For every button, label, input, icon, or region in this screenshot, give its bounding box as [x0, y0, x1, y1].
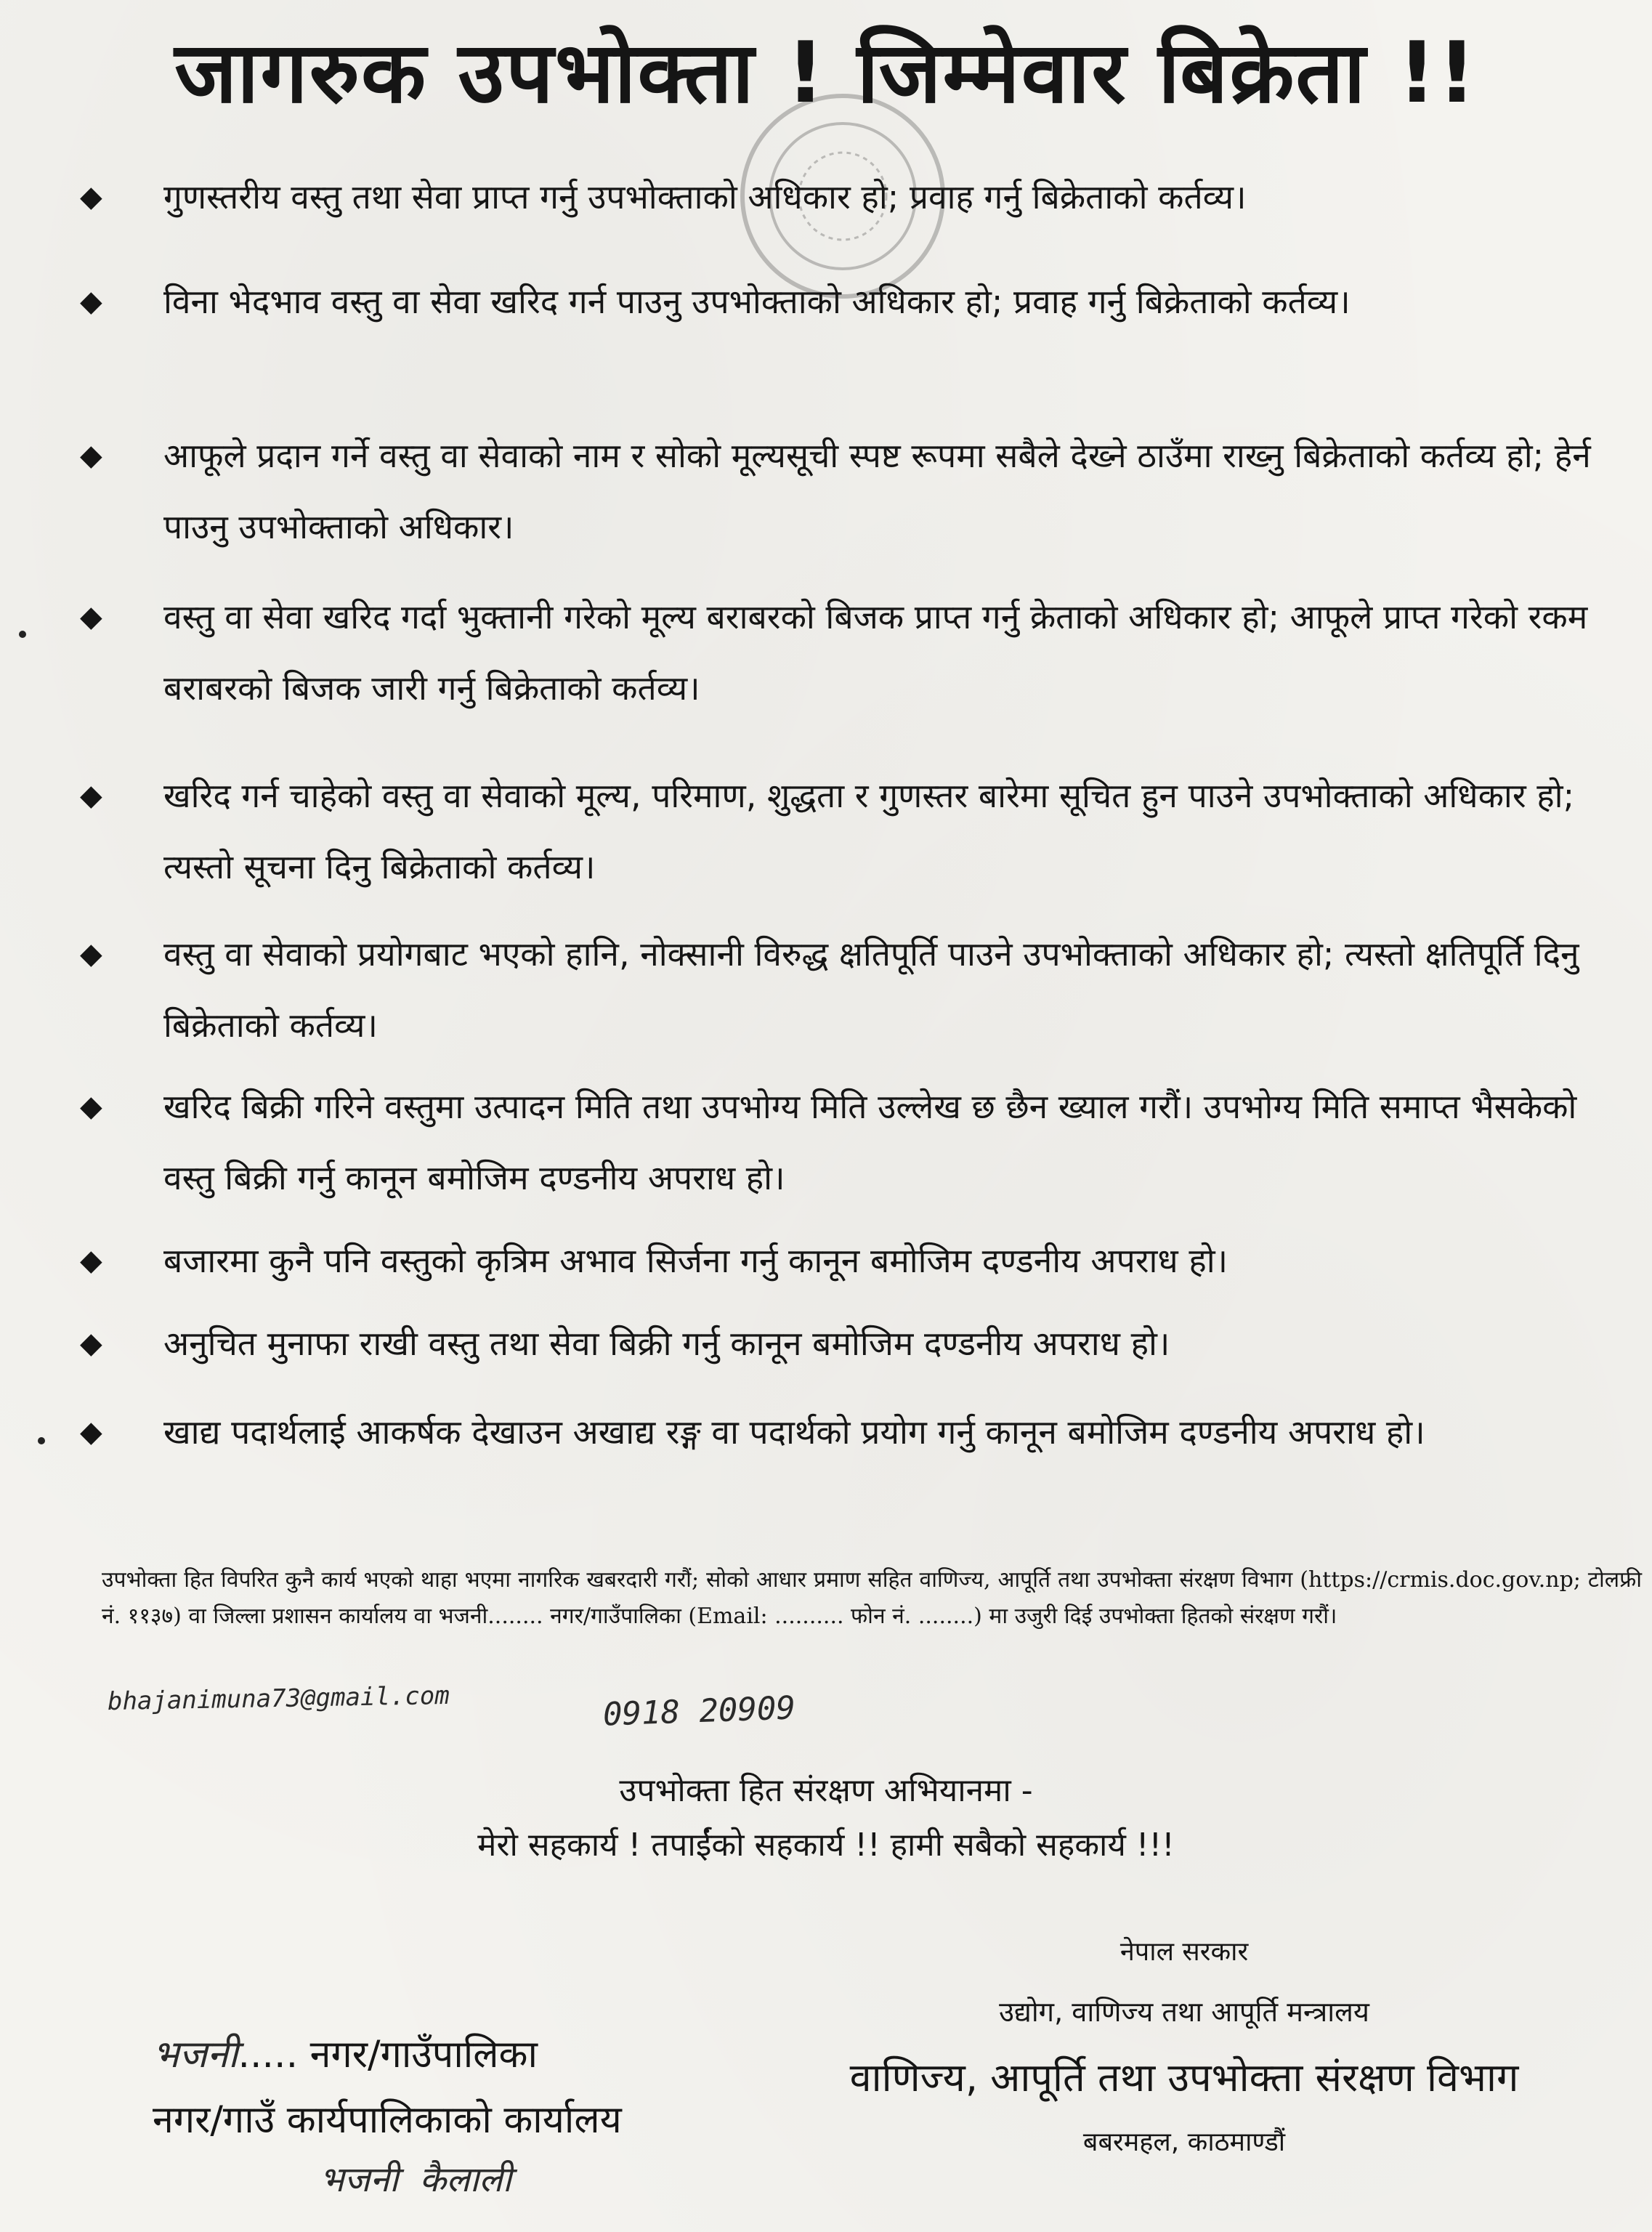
bullet-item-5	[80, 760, 1620, 902]
bullet-text: आफूले प्रदान गर्ने वस्तु वा सेवाको नाम र सोको मूल्यसूची स्पष्ट रूपमा सबैले देख्ने ठाउँमा राख्नु बिक्रेताको कर्तव्य हो; हेर्न पाउनु उपभोक्ताको अधिकार।	[163, 436, 1591, 546]
bullet-item-3	[80, 420, 1620, 562]
diamond-bullet-icon: ◆	[80, 439, 102, 472]
diamond-bullet-icon: ◆	[80, 1327, 102, 1360]
bullet-item-4	[80, 581, 1620, 724]
complaint-notice-paragraph: उपभोक्ता हित विपरित कुनै कार्य भएको थाहा भएमा नागरिक खबरदारी गरौं; सोको आधार प्रमाण सहित वाणिज्य, आपूर्ति तथा उपभोक्ता संरक्षण विभाग (https://crmis.doc.gov.np; टोलफ्री नं. ११३७) वा जिल्ला प्रशासन कार्यालय वा भजनी........ नगर/गाउँपालिका (Email: .......... फोन नं. ........) मा उजुरी दिई उपभोक्ता हितको संरक्षण गरौं।	[102, 1567, 1642, 1629]
diamond-bullet-icon: ◆	[80, 285, 102, 318]
speck-mark	[19, 631, 26, 638]
bullet-text: वस्तु वा सेवाको प्रयोगबाट भएको हानि, नोक्सानी विरुद्ध क्षतिपूर्ति पाउने उपभोक्ताको अधिकार हो; त्यस्तो क्षतिपूर्ति दिनु बिक्रेताको कर्तव्य।	[163, 934, 1579, 1045]
ministry-name: उद्योग, वाणिज्य तथा आपूर्ति मन्त्रालय	[999, 1996, 1369, 2028]
department-name: वाणिज्य, आपूर्ति तथा उपभोक्ता संरक्षण विभाग	[849, 2055, 1519, 2100]
diamond-bullet-icon: ◆	[80, 1415, 102, 1449]
diamond-bullet-icon: ◆	[80, 937, 102, 971]
bullet-item-2	[80, 266, 1620, 337]
bullet-item-8	[80, 1225, 1620, 1296]
bullet-item-7	[80, 1071, 1620, 1213]
municipality-office-label: नगर/गाउँ कार्यपालिकाको कार्यालय	[153, 2098, 622, 2142]
bullet-text: अनुचित मुनाफा राखी वस्तु तथा सेवा बिक्री गर्नु कानून बमोजिम दण्डनीय अपराध हो।	[163, 1324, 1170, 1363]
campaign-slogan-heading: उपभोक्ता हित संरक्षण अभियानमा -	[619, 1772, 1033, 1809]
bullet-text: वस्तु वा सेवा खरिद गर्दा भुक्तानी गरेको मूल्य बराबरको बिजक प्राप्त गर्नु क्रेताको अधिकार हो; आफूले प्राप्त गरेको रकम बराबरको बिजक जारी गर्नु बिक्रेताको कर्तव्य।	[163, 597, 1588, 708]
bullet-item-10	[80, 1396, 1620, 1468]
government-name: नेपाल सरकार	[1119, 1937, 1249, 1967]
bullet-text: बजारमा कुनै पनि वस्तुको कृत्रिम अभाव सिर्जना गर्नु कानून बमोजिम दण्डनीय अपराध हो।	[163, 1241, 1228, 1280]
diamond-bullet-icon: ◆	[80, 600, 102, 634]
municipality-name-line	[153, 2027, 538, 2079]
handwritten-office-name: भजनी कैलाली	[320, 2159, 512, 2200]
diamond-bullet-icon: ◆	[80, 1090, 102, 1123]
handwritten-phone: 0918 20909	[602, 1689, 796, 1734]
campaign-slogan-text: मेरो सहकार्य ! तपाईंको सहकार्य !! हामी सबैको सहकार्य !!!	[477, 1827, 1175, 1864]
bullet-text: विना भेदभाव वस्तु वा सेवा खरिद गर्न पाउनु उपभोक्ताको अधिकार हो; प्रवाह गर्नु बिक्रेताको कर्तव्य।	[163, 282, 1351, 321]
page-title: जागरुक उपभोक्ता ! जिम्मेवार बिक्रेता !!	[174, 24, 1478, 122]
speck-mark	[38, 1437, 45, 1444]
diamond-bullet-icon: ◆	[80, 1244, 102, 1277]
municipality-label: ..... नगर/गाउँपालिका	[238, 2033, 538, 2077]
bullet-item-9	[80, 1308, 1620, 1379]
bullet-text: गुणस्तरीय वस्तु तथा सेवा प्राप्त गर्नु उपभोक्ताको अधिकार हो; प्रवाह गर्नु बिक्रेताको कर्तव्य।	[163, 177, 1247, 217]
bullet-text: खरिद बिक्री गरिने वस्तुमा उत्पादन मिति तथा उपभोग्य मिति उल्लेख छ छैन ख्याल गरौं। उपभोग्य मिति समाप्त भैसकेको वस्तु बिक्री गर्नु कानून बमोजिम दण्डनीय अपराध हो।	[163, 1087, 1577, 1197]
diamond-bullet-icon: ◆	[80, 180, 102, 214]
bullet-item-6	[80, 918, 1620, 1061]
handwritten-email: bhajanimuna73@gmail.com	[107, 1681, 450, 1717]
bullet-text: खाद्य पदार्थलाई आकर्षक देखाउन अखाद्य रङ्ग वा पदार्थको प्रयोग गर्नु कानून बमोजिम दण्डनीय अपराध हो।	[163, 1412, 1425, 1452]
handwritten-municipality-name: भजनी	[153, 2033, 238, 2077]
bullet-text: खरिद गर्न चाहेको वस्तु वा सेवाको मूल्य, परिमाण, शुद्धता र गुणस्तर बारेमा सूचित हुन पाउने उपभोक्ताको अधिकार हो; त्यस्तो सूचना दिनु बिक्रेताको कर्तव्य।	[163, 776, 1575, 886]
bullet-item-1	[80, 161, 1620, 232]
diamond-bullet-icon: ◆	[80, 779, 102, 812]
department-address: बबरमहल, काठमाण्डौं	[1082, 2127, 1286, 2157]
